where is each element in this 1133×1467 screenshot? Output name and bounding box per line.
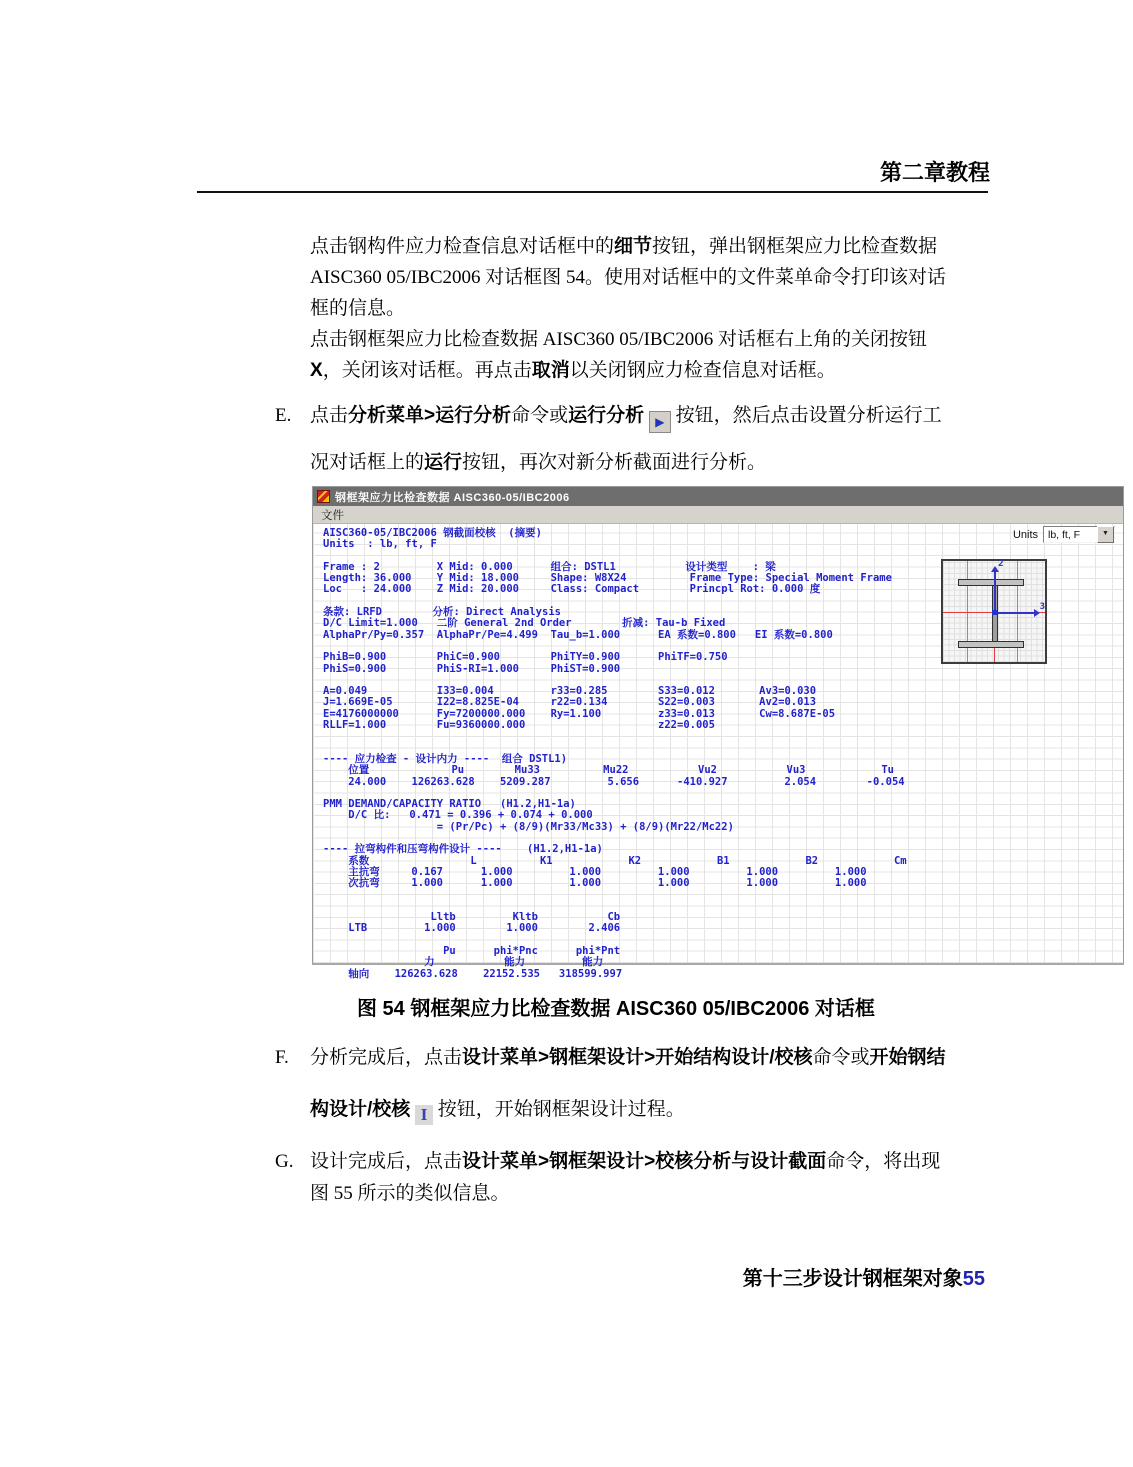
- dialog-text-line: Frame : 2 X Mid: 0.000 组合: DSTL1 设计类型 : 梁: [323, 560, 776, 573]
- dialog-text-line: 轴向 126263.628 22152.535 318599.997: [323, 967, 623, 980]
- dialog-content: [313, 524, 1123, 980]
- dialog-text-line: AISC360-05/IBC2006 钢截面校核 (摘要): [323, 527, 542, 539]
- dialog-text-line: 24.000 126263.628 5209.287 5.656 -410.927 2.054 -0.054: [323, 775, 905, 788]
- text-run: AISC360 05/IBC2006 对话框图 54。使用对话框中的文件菜单命令打印该对话: [310, 267, 946, 288]
- page-number: 55: [962, 1268, 985, 1290]
- step-item-g: [275, 1146, 995, 1210]
- units-value: lb, ft, F: [1048, 528, 1081, 541]
- text-run: X: [310, 360, 323, 381]
- text-run: 点击: [310, 405, 349, 426]
- dialog-text-line: 位置 Pu Mu33 Mu22 Vu2 Vu3 Tu: [323, 764, 894, 777]
- text-run: 图 55 所示的类似信息。: [310, 1183, 510, 1204]
- step-line: [310, 1178, 995, 1210]
- step-line: [310, 439, 995, 486]
- figure-caption: 图 54 钢框架应力比检查数据 AISC360 05/IBC2006 对话框: [357, 998, 875, 1020]
- dialog-text-line: E=4176000000 Fy=7200000.000 Ry=1.100 z33=0.013 Cw=8.687E-05: [323, 707, 836, 720]
- chapter-header: 第二章教程: [879, 160, 990, 185]
- text-run: 开始钢结: [869, 1047, 946, 1068]
- stress-check-dialog: [312, 486, 1124, 980]
- paragraph-line: [310, 355, 988, 386]
- dialog-text-line: 次抗弯 1.000 1.000 1.000 1.000 1.000 1.000: [323, 877, 867, 890]
- paragraph-line: [310, 293, 988, 324]
- dialog-text-line: [323, 731, 1121, 742]
- dialog-text-line: Pu phi*Pnc phi*Pnt: [323, 944, 621, 957]
- dialog-text-line: D/C Limit=1.000 二阶 General 2nd Order 折减: Tau-b Fixed: [323, 617, 726, 630]
- text-run: 按钮，然后点击设置分析运行工: [670, 405, 942, 426]
- chevron-down-icon[interactable]: ▼: [1097, 526, 1114, 543]
- start-steel-design-icon[interactable]: I: [415, 1105, 433, 1125]
- dialog-titlebar: [313, 487, 1123, 506]
- text-run: 细节: [614, 236, 653, 257]
- text-run: 以关闭钢应力检查信息对话框。: [569, 360, 836, 381]
- run-analysis-icon[interactable]: ▶: [649, 411, 671, 433]
- dialog-text-line: Lltb Kltb Cb: [323, 911, 621, 924]
- paragraph-line: [310, 231, 988, 262]
- footer-text: 第十三步设计钢框架对象: [742, 1268, 963, 1290]
- dialog-title: 钢框架应力比检查数据 AISC360-05/IBC2006: [335, 491, 570, 504]
- text-run: 命令或: [511, 405, 569, 426]
- dialog-text-line: J=1.669E-05 I22=8.825E-04 r22=0.134 S22=0.003 Av2=0.013: [323, 696, 817, 709]
- dialog-text-line: LTB 1.000 1.000 2.406: [323, 922, 621, 935]
- step-item-e: [275, 392, 995, 486]
- dialog-text-line: PhiS=0.900 PhiS-RI=1.000 PhiST=0.900: [323, 662, 621, 675]
- text-run: 运行分析: [568, 405, 645, 426]
- dialog-text-line: 系数 L K1 K2 B1 B2 Cm: [323, 854, 907, 867]
- step-line: [310, 1146, 995, 1178]
- intro-paragraphs: [310, 231, 988, 386]
- paragraph-line: [310, 262, 988, 293]
- header-rule: [197, 191, 988, 193]
- app-icon: [317, 490, 330, 503]
- dialog-text-line: Length: 36.000 Y Mid: 18.000 Shape: W8X24 Frame Type: Special Moment Frame: [323, 572, 892, 585]
- dialog-text-line: A=0.049 I33=0.004 r33=0.285 S33=0.012 Av3=0.030: [323, 685, 817, 698]
- units-label: Units: [1012, 528, 1038, 541]
- dialog-text-line: 力 能力 能力: [323, 956, 604, 969]
- dialog-text-line: Units : lb, ft, F: [323, 538, 437, 551]
- text-run: 设计菜单>钢框架设计>开始结构设计/校核: [462, 1047, 813, 1068]
- text-run: 设计菜单>钢框架设计>校核分析与设计截面: [462, 1151, 827, 1172]
- dialog-report-text: [323, 528, 1121, 980]
- text-run: 命令，将出现: [826, 1151, 941, 1172]
- dialog-text-line: PMM DEMAND/CAPACITY RATIO (H1.2,H1-1a): [323, 798, 576, 811]
- step-line: [310, 1032, 995, 1084]
- step-item-f: [275, 1032, 995, 1136]
- text-run: 命令或: [812, 1047, 870, 1068]
- dialog-text-line: 主抗弯 0.167 1.000 1.000 1.000 1.000 1.000: [323, 865, 867, 878]
- dialog-text-line: = (Pr/Pc) + (8/9)(Mr33/Mc33) + (8/9)(Mr22/Mc22): [323, 820, 734, 833]
- text-run: 点击钢构件应力检查信息对话框中的: [310, 236, 615, 257]
- axis-2-label: 2: [998, 558, 1004, 569]
- paragraph-line: [310, 324, 988, 355]
- text-run: 分析完成后，点击: [310, 1047, 463, 1068]
- text-run: 取消: [531, 360, 570, 381]
- step-line: [310, 392, 995, 439]
- dialog-text-line: ---- 拉弯构件和压弯构件设计 ---- (H1.2,H1-1a): [323, 843, 603, 856]
- dialog-text-line: ---- 应力检查 - 设计内力 ---- 组合 DSTL1): [323, 752, 568, 765]
- text-run: 点击钢框架应力比检查数据 AISC360 05/IBC2006 对话框右上角的关闭按钮: [310, 329, 927, 350]
- dialog-text-line: 条款: LRFD 分析: Direct Analysis: [323, 606, 561, 619]
- axis-3-label: 3: [1039, 602, 1045, 613]
- page-footer: [743, 1262, 985, 1291]
- text-run: 按钮，再次对新分析截面进行分析。: [462, 452, 767, 473]
- text-run: 构设计/校核: [310, 1099, 411, 1120]
- text-run: ，关闭该对话框。再点击: [322, 360, 532, 381]
- dialog-text-line: AlphaPr/Py=0.357 AlphaPr/Pe=4.499 Tau_b=1.000 EA 系数=0.800 EI 系数=0.800: [323, 628, 833, 641]
- text-run: 设计完成后，点击: [310, 1151, 463, 1172]
- text-run: 分析菜单>运行分析: [348, 405, 512, 426]
- dialog-menubar: [313, 506, 1123, 524]
- menu-file[interactable]: 文件: [321, 509, 344, 522]
- step-label: F.: [275, 1047, 289, 1068]
- step-line: [310, 1084, 995, 1136]
- text-run: 运行: [424, 452, 463, 473]
- step-label: G.: [275, 1151, 294, 1172]
- dialog-text-line: RLLF=1.000 Fu=9360000.000 z22=0.005: [323, 719, 715, 732]
- dialog-text-line: [323, 890, 1121, 901]
- text-run: 框的信息。: [310, 298, 406, 319]
- text-run: 按钮，开始钢框架设计过程。: [433, 1099, 685, 1120]
- step-label: E.: [275, 405, 292, 426]
- text-run: 按钮，弹出钢框架应力比检查数据: [652, 236, 938, 257]
- dialog-text-line: PhiB=0.900 PhiC=0.900 PhiTY=0.900 PhiTF=0.750: [323, 651, 728, 664]
- dialog-text-line: Loc : 24.000 Z Mid: 20.000 Class: Compact Princpl Rot: 0.000 度: [323, 583, 821, 596]
- text-run: 况对话框上的: [310, 452, 425, 473]
- dialog-text-line: D/C 比: 0.471 = 0.396 + 0.074 + 0.000: [323, 809, 593, 822]
